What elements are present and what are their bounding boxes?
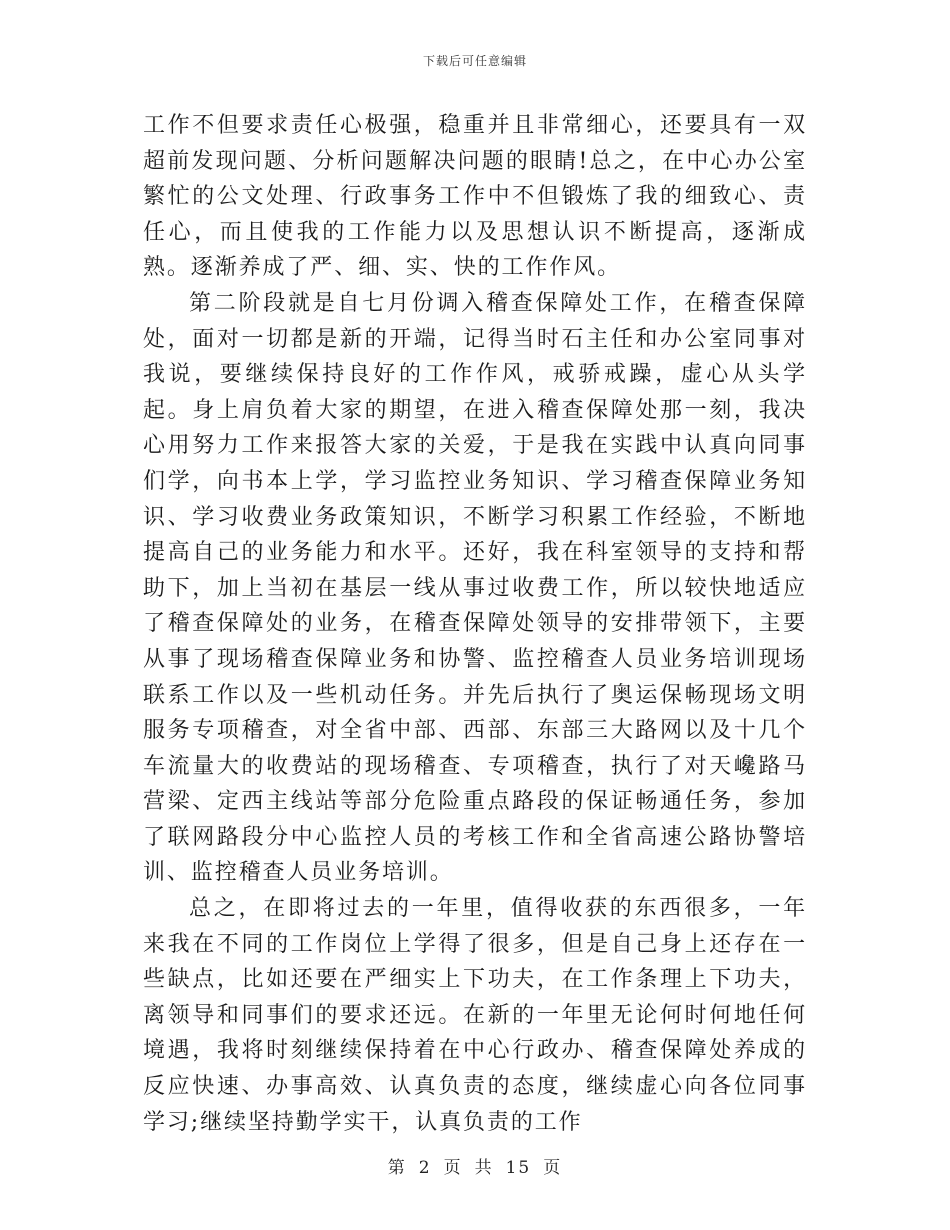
footer-current-page: 2 [418,1158,432,1178]
footer-total-pages: 15 [505,1158,532,1178]
footer-page-word: 页 [443,1158,463,1178]
header-note: 下载后可任意编辑 [422,54,527,68]
page-number-footer [0,1153,950,1178]
paragraph-second-stage: 第二阶段就是自七月份调入稽查保障处工作，在稽查保障处，面对一切都是新的开端，记得当时石主任和办公室同事对我说，要继续保持良好的工作作风，戒骄戒躁，虚心从头学起。身上肩负着大家的期望，在进入稽查保障处那一刻，我决心用努力工作来报答大家的关爱，于是我在实践中认真向同事们学，向书本上学，学习监控业务知识、学习稽查保障业务知识、学习收费业务政策知识，不断学习积累工作经验，不断地提高自己的业务能力和水平。还好，我在科室领导的支持和帮助下，加上当初在基层一线从事过收费工作，所以较快地适应了稽查保障处的业务，在稽查保障处领导的安排带领下，主要从事了现场稽查保障业务和协警、监控稽查人员业务培训现场联系工作以及一些机动任务。并先后执行了奥运保畅现场文明服务专项稽查，对全省中部、西部、东部三大路网以及十几个车流量大的收费站的现场稽查、专项稽查，执行了对天巉路马营梁、定西主线站等部分危险重点路段的保证畅通任务，参加了联网路段分中心监控人员的考核工作和全省高速公路协警培训、监控稽查人员业务培训。 [143,290,807,886]
footer-prefix: 第 [387,1158,407,1178]
footer-suffix: 页 [543,1158,563,1178]
document-body [143,108,807,1140]
paragraph-continued: 工作不但要求责任心极强，稳重并且非常细心，还要具有一双超前发现问题、分析问题解决问题的眼睛!总之，在中心办公室繁忙的公文处理、行政事务工作中不但锻炼了我的细致心、责任心，而且使我的工作能力以及思想认识不断提高，逐渐成熟。逐渐养成了严、细、实、快的工作作风。 [143,113,807,281]
footer-total-word: 共 [474,1158,494,1178]
paragraph-summary: 总之，在即将过去的一年里，值得收获的东西很多，一年来我在不同的工作岗位上学得了很多，但是自己身上还存在一些缺点，比如还要在严细实上下功夫，在工作条理上下功夫，离领导和同事们的要求还远。在新的一年里无论何时何地任何境遇，我将时刻继续保持着在中心行政办、稽查保障处养成的反应快速、办事高效、认真负责的态度，继续虚心向各位同事学习;继续坚持勤学实干，认真负责的工作 [143,896,807,1135]
